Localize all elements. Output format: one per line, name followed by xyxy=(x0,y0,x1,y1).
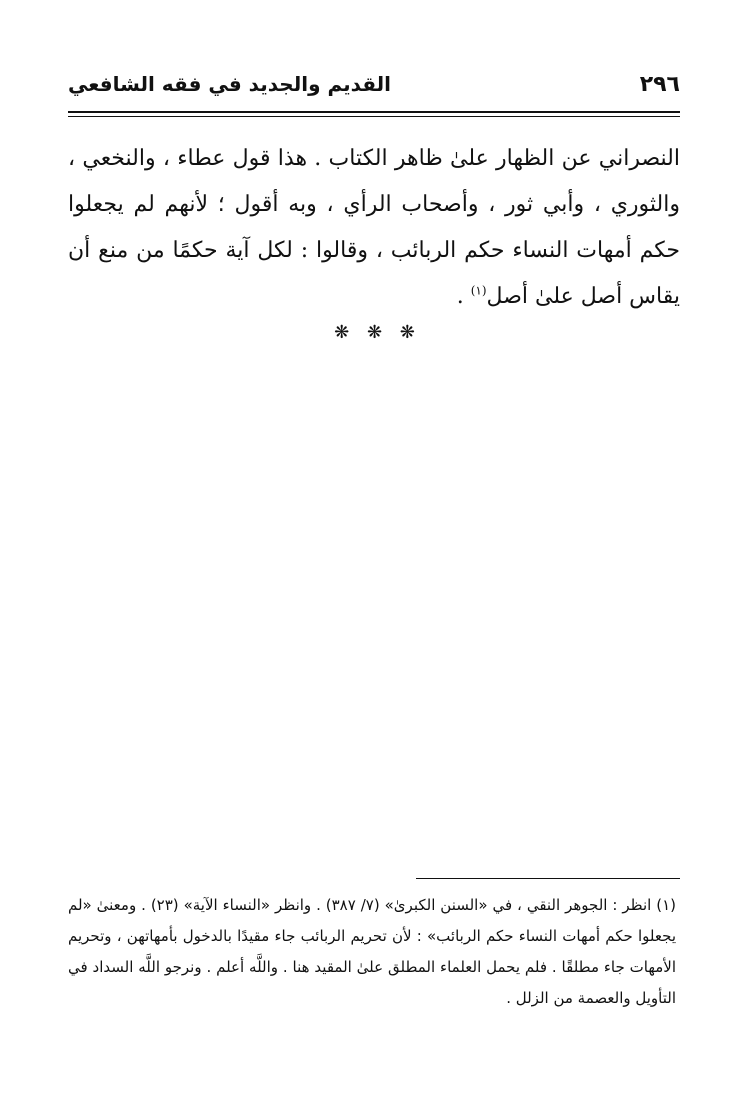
section-separator: ❋ ❋ ❋ xyxy=(334,322,421,343)
body-text xyxy=(68,136,680,320)
running-title: القديم والجديد في فقه الشافعي xyxy=(68,72,391,96)
page-header xyxy=(68,66,680,106)
footnotes xyxy=(68,890,676,1014)
header-rule xyxy=(68,111,680,117)
footnote-rule xyxy=(416,878,680,879)
footnote-reference: (١) xyxy=(470,283,487,298)
body-paragraph-text: النصراني عن الظهار علىٰ ظاهر الكتاب . هذا قول عطاء ، والنخعي ، والثوري ، وأبي ثور ، وأصحاب الرأي ، وبه أقول ؛ لأنهم لم يجعلوا حكم أمهات النساء حكم الربائب ، وقالوا : لكل آية حكمًا من منع أن يقاس أصل علىٰ أصل xyxy=(68,146,680,309)
page-number: ٢٩٦ xyxy=(639,72,680,97)
body-paragraph xyxy=(68,136,680,320)
body-paragraph-end: . xyxy=(456,284,471,309)
footnote-item: (١) انظر : الجوهر النقي ، في «السنن الكبرىٰ» (٧/ ٣٨٧) . وانظر «النساء الآية» (٢٣) . ومعنىٰ «لم يجعلوا حكم أمهات النساء حكم الربائب» : لأن تحريم الربائب جاء مقيدًا بالدخول بأمهاتهن ، وتحريم الأمهات جاء مطلقًا . فلم يحمل العلماء المطلق علىٰ المقيد هنا . واللَّه أعلم . ونرجو اللَّه السداد في التأويل والعصمة من الزلل . xyxy=(68,896,676,1007)
